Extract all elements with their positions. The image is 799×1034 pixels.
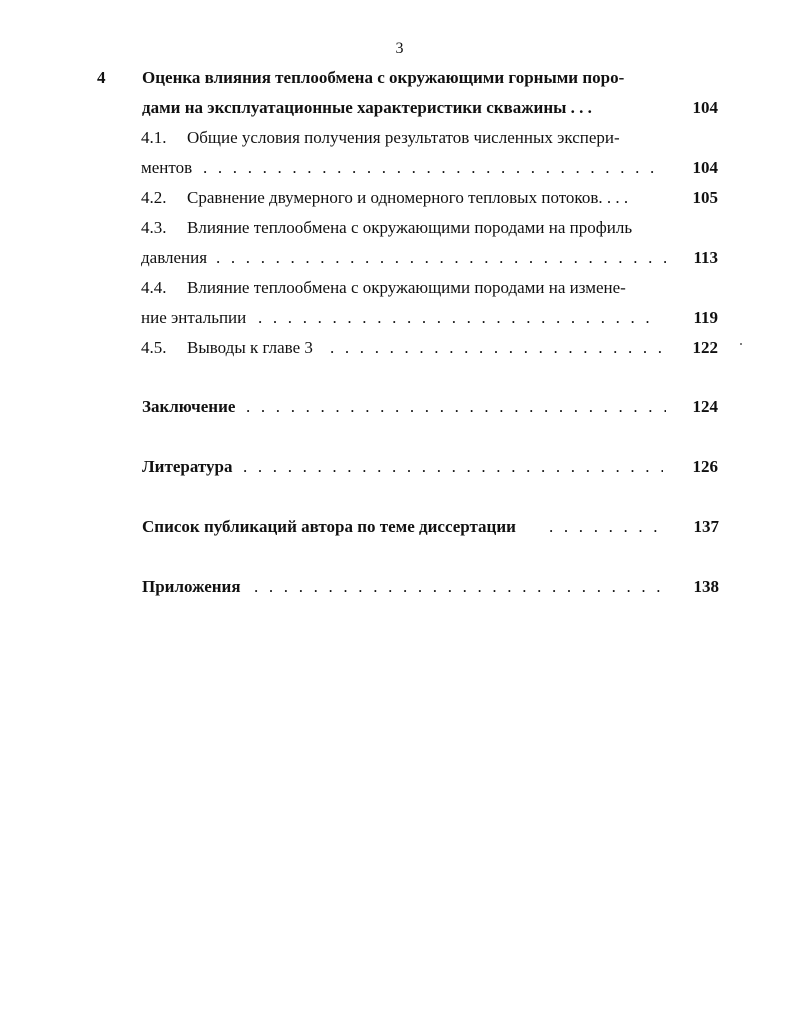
entry-page-number: 138 (693, 577, 719, 596)
dot-leader (254, 575, 664, 599)
toc-entry-appendices (0, 575, 799, 599)
section-title-continuation: давления (141, 248, 208, 267)
section-page-number: 119 (693, 308, 718, 327)
dot-leader (243, 455, 663, 479)
entry-title: Список публикаций автора по теме диссертации (142, 517, 516, 536)
section-page-number: 104 (692, 158, 718, 177)
section-4-5-line (0, 336, 799, 360)
section-page-number: 113 (693, 248, 718, 267)
section-title: Влияние теплообмена с окружающими породами на профиль (187, 218, 633, 237)
section-title-continuation: ние энтальпии (141, 308, 247, 327)
section-4-1-line-1 (0, 126, 799, 150)
scan-speck (740, 343, 742, 345)
entry-title: Литература (142, 457, 233, 476)
section-number: 4.4. (141, 278, 167, 297)
dot-leader (246, 395, 666, 419)
section-4-4-line-2 (0, 306, 799, 330)
section-number: 4.2. (141, 188, 167, 207)
section-4-2-line (0, 186, 799, 210)
toc-entry-conclusion (0, 395, 799, 419)
chapter-page-number: 104 (692, 98, 718, 117)
section-4-1-line-2 (0, 156, 799, 180)
section-title-continuation: ментов (141, 158, 193, 177)
chapter-title-line-2: дами на эксплуатационные характеристики скважины . . . (142, 98, 592, 117)
section-page-number: 105 (692, 188, 718, 207)
section-title: Влияние теплообмена с окружающими породами на измене- (187, 278, 626, 297)
entry-title: Приложения (142, 577, 241, 596)
entry-title: Заключение (142, 397, 236, 416)
page-number: 3 (395, 40, 404, 57)
section-title: Сравнение двумерного и одномерного тепловых потоков. . . . (187, 188, 629, 207)
dot-leader (330, 336, 666, 360)
dot-leader (203, 156, 665, 180)
chapter-number: 4 (97, 68, 106, 87)
section-page-number: 122 (692, 338, 718, 357)
dot-leader (258, 306, 658, 330)
entry-page-number: 137 (693, 517, 719, 536)
toc-entry-literature (0, 455, 799, 479)
section-4-3-line-1 (0, 216, 799, 240)
entry-page-number: 124 (692, 397, 718, 416)
section-number: 4.5. (141, 338, 167, 357)
section-title: Общие условия получения результатов численных экспери- (187, 128, 620, 147)
entry-page-number: 126 (692, 457, 718, 476)
chapter-heading-line-2 (0, 96, 799, 120)
chapter-heading-line-1 (0, 66, 799, 90)
dot-leader (216, 246, 666, 270)
section-number: 4.3. (141, 218, 167, 237)
toc-entry-publications (0, 515, 799, 539)
section-title: Выводы к главе 3 (187, 338, 313, 357)
dot-leader (549, 515, 663, 539)
section-4-4-line-1 (0, 276, 799, 300)
chapter-title-line-1: Оценка влияния теплообмена с окружающими горными поро- (142, 68, 625, 87)
section-number: 4.1. (141, 128, 167, 147)
section-4-3-line-2 (0, 246, 799, 270)
